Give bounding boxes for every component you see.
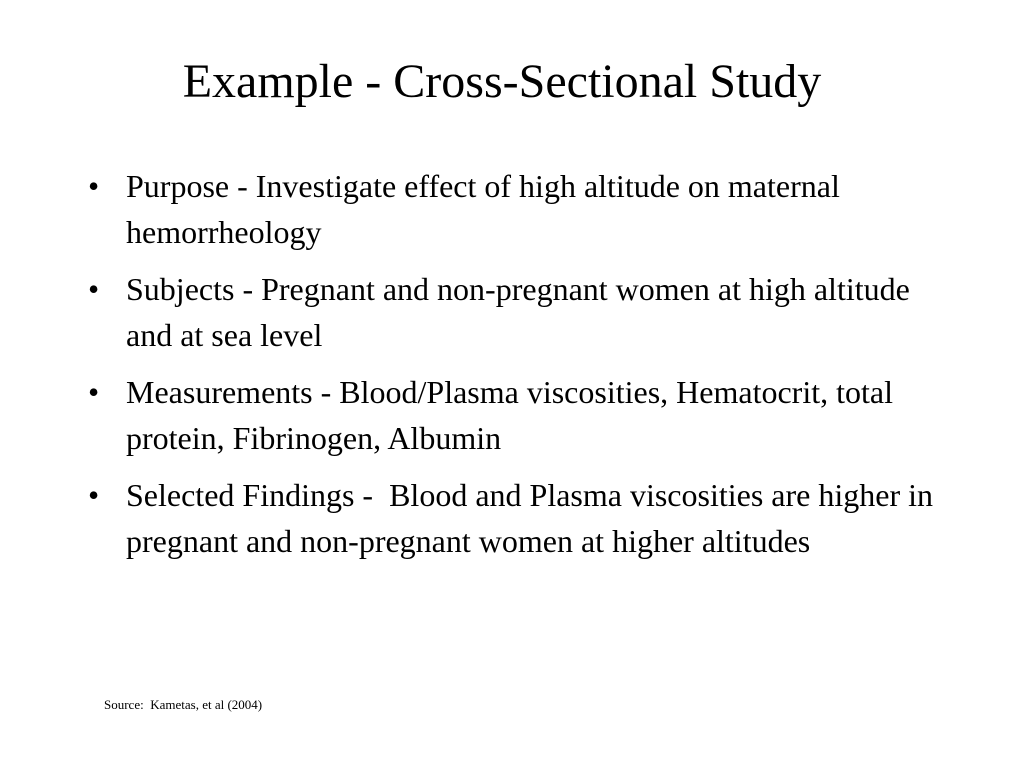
bullet-icon: • — [88, 477, 100, 513]
bullet-text-measurements: Measurements - Blood/Plasma viscosities, Hematocrit, total protein, Fibrinogen, Albumin — [126, 374, 901, 456]
bullet-list — [86, 163, 956, 564]
bullet-text-purpose: Purpose - Investigate effect of high altitude on maternal hemorrheology — [126, 168, 848, 250]
slide-title: Example - Cross-Sectional Study — [182, 55, 822, 108]
bullet-item-purpose — [86, 163, 956, 255]
bullet-item-measurements — [86, 369, 956, 461]
bullet-item-findings — [86, 472, 956, 564]
source-citation: Source: Kametas, et al (2004) — [104, 697, 263, 712]
bullet-icon: • — [88, 271, 100, 307]
bullet-item-subjects — [86, 266, 956, 358]
bullet-icon: • — [88, 374, 100, 410]
bullet-text-subjects: Subjects - Pregnant and non-pregnant women at high altitude and at sea level — [126, 271, 918, 353]
bullet-text-findings: Selected Findings - Blood and Plasma viscosities are higher in pregnant and non-pregnant women at higher altitudes — [126, 477, 941, 559]
bullet-icon: • — [88, 168, 100, 204]
